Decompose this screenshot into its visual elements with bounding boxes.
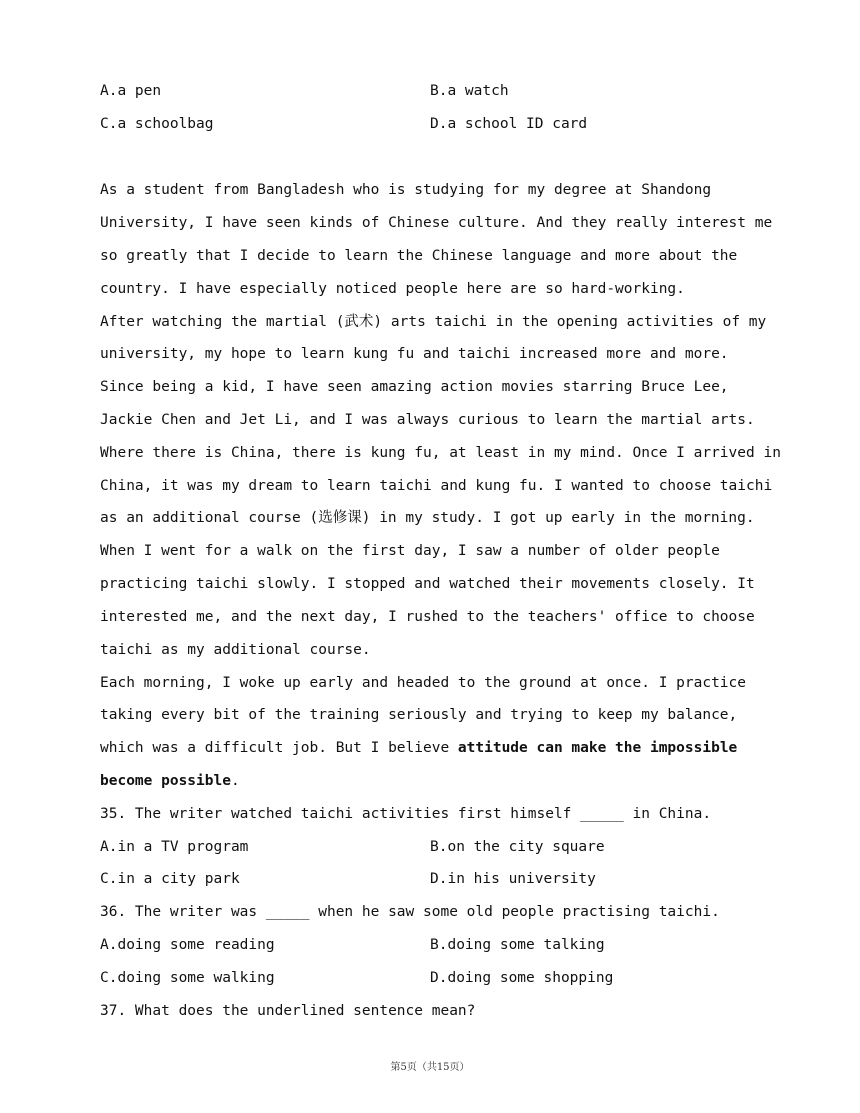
q35-option-b: B.on the city square <box>430 839 605 855</box>
q35-option-a: A.in a TV program <box>100 839 249 855</box>
option-d: D.a school ID card <box>430 116 588 132</box>
passage-line-emphasis <box>100 738 737 758</box>
passage-text: . <box>230 773 240 789</box>
question-37: 37. What does the underlined sentence mean? <box>100 1003 476 1019</box>
q36-option-d: D.doing some shopping <box>430 970 614 986</box>
option-b: B.a watch <box>430 83 509 99</box>
passage-line: taking every bit of the training seriously and trying to keep my balance, <box>100 707 738 723</box>
passage-line: Since being a kid, I have seen amazing action movies starring Bruce Lee, <box>100 379 729 395</box>
passage-line: as an additional course (选修课) in my study. I got up early in the morning. <box>100 510 755 526</box>
passage-text: which was a difficult job. But I believe <box>100 740 458 756</box>
passage-line: China, it was my dream to learn taichi and kung fu. I wanted to choose taichi <box>100 478 773 494</box>
emphasized-sentence-end: become possible <box>100 773 231 789</box>
passage-line: so greatly that I decide to learn the Chinese language and more about the <box>100 248 738 264</box>
emphasized-sentence: attitude can make the impossible <box>457 740 738 756</box>
q36-option-a: A.doing some reading <box>100 937 275 953</box>
passage-line-emphasis-end <box>100 771 240 791</box>
passage-line: country. I have especially noticed people here are so hard-working. <box>100 281 685 297</box>
passage-line: University, I have seen kinds of Chinese culture. And they really interest me <box>100 215 773 231</box>
passage-line: interested me, and the next day, I rushed to the teachers' office to choose <box>100 609 755 625</box>
passage-line: Each morning, I woke up early and headed to the ground at once. I practice <box>100 675 747 691</box>
passage-line: practicing taichi slowly. I stopped and watched their movements closely. It <box>100 576 755 592</box>
option-a: A.a pen <box>100 83 162 99</box>
q35-option-d: D.in his university <box>430 871 596 887</box>
passage-line: university, my hope to learn kung fu and taichi increased more and more. <box>100 346 729 362</box>
q36-option-b: B.doing some talking <box>430 937 605 953</box>
option-c: C.a schoolbag <box>100 116 214 132</box>
passage-line: As a student from Bangladesh who is studying for my degree at Shandong <box>100 182 712 198</box>
passage-line: After watching the martial (武术) arts taichi in the opening activities of my <box>100 314 767 330</box>
passage-line: Where there is China, there is kung fu, at least in my mind. Once I arrived in <box>100 445 781 461</box>
q35-option-c: C.in a city park <box>100 871 240 887</box>
question-35: 35. The writer watched taichi activities first himself _____ in China. <box>100 806 712 822</box>
passage-line: When I went for a walk on the first day, I saw a number of older people <box>100 543 720 559</box>
passage-line: Jackie Chen and Jet Li, and I was always curious to learn the martial arts. <box>100 412 755 428</box>
question-36: 36. The writer was _____ when he saw some old people practising taichi. <box>100 904 720 920</box>
passage-line: taichi as my additional course. <box>100 642 371 658</box>
q36-option-c: C.doing some walking <box>100 970 275 986</box>
page-footer: 第5页（共15页） <box>390 1062 470 1073</box>
